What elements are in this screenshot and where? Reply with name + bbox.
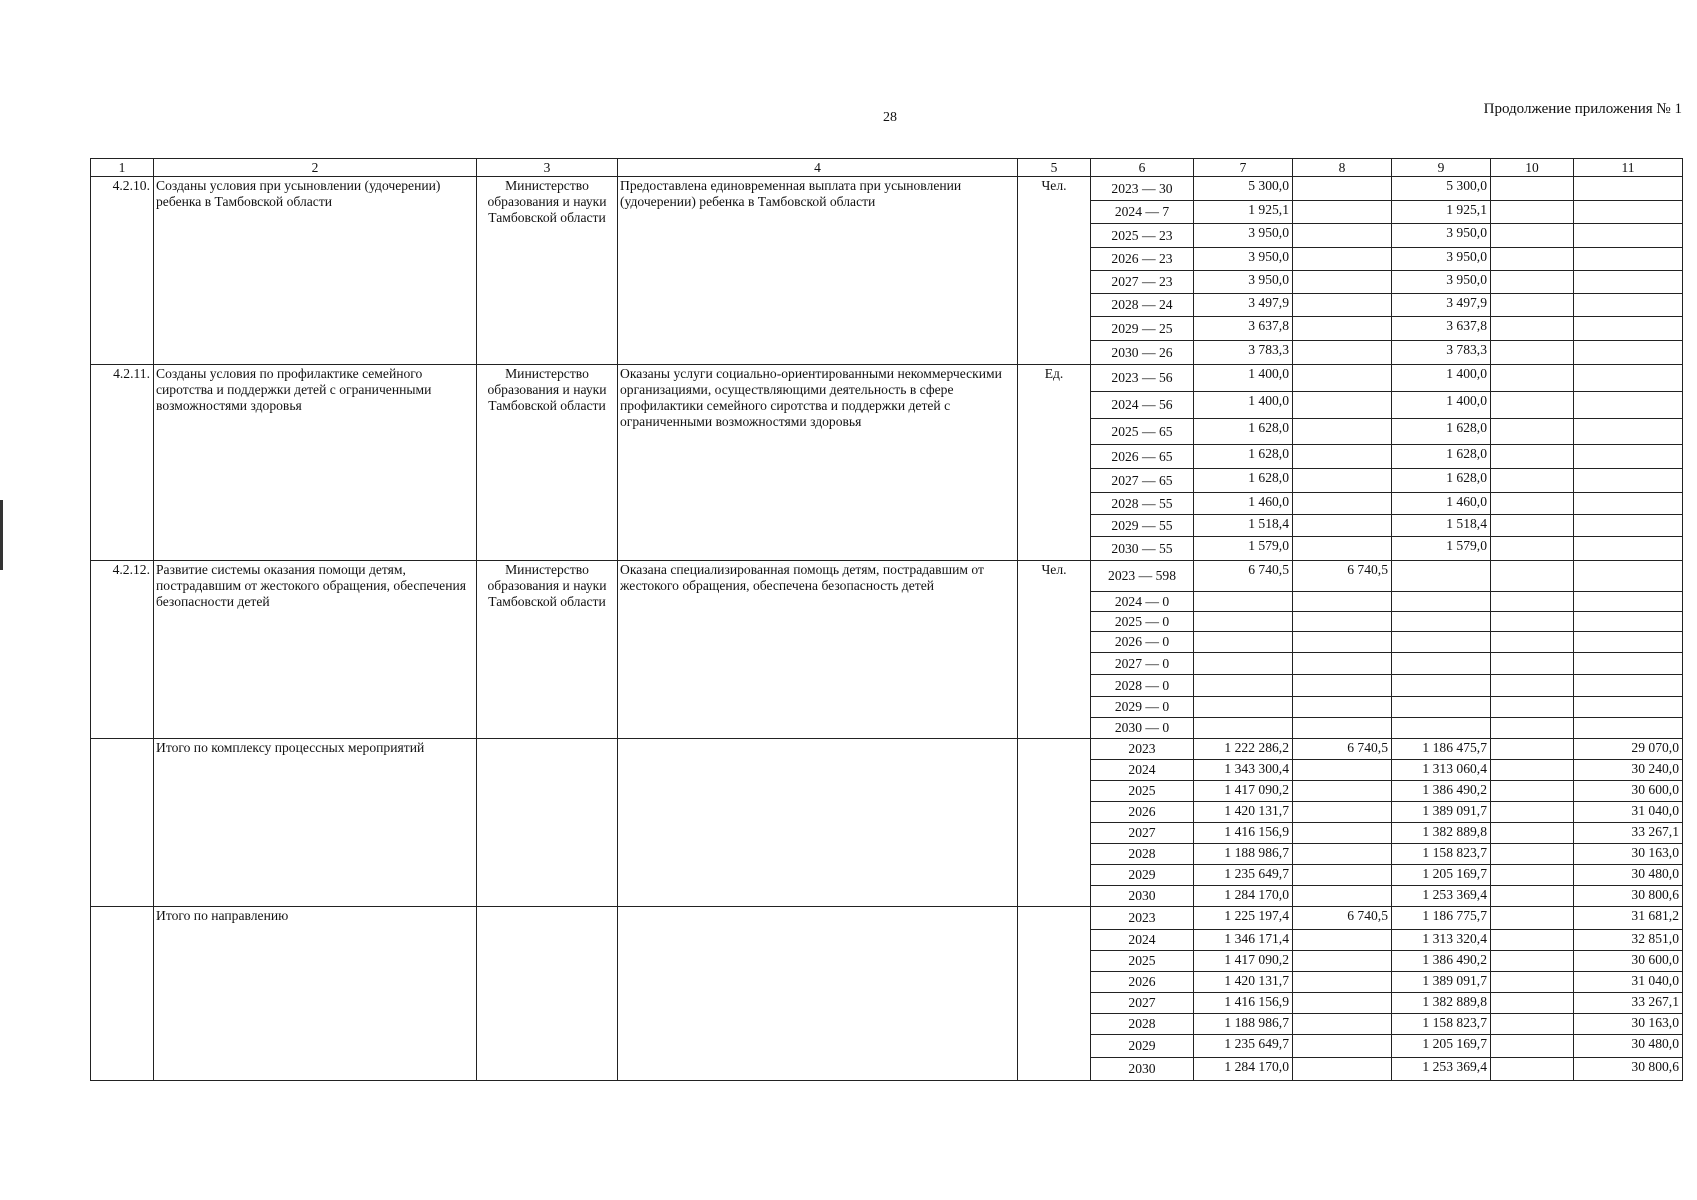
value-cell-c9: 1 389 091,7 (1392, 802, 1491, 823)
year-cell: 2025 (1091, 781, 1194, 802)
value-cell-c9 (1392, 561, 1491, 592)
value-cell-c8 (1293, 419, 1392, 445)
value-cell-c9: 3 950,0 (1392, 271, 1491, 294)
value-cell-c9 (1392, 697, 1491, 718)
value-cell-c11: 32 851,0 (1574, 930, 1683, 951)
value-cell-c10 (1491, 201, 1574, 224)
value-cell-c9: 1 628,0 (1392, 445, 1491, 469)
year-cell: 2023 — 30 (1091, 177, 1194, 201)
value-cell-c11: 33 267,1 (1574, 993, 1683, 1014)
year-cell: 2023 (1091, 907, 1194, 930)
value-cell-c8 (1293, 537, 1392, 561)
value-cell-c9: 3 950,0 (1392, 224, 1491, 248)
table-row (91, 561, 1683, 592)
value-cell-c7: 3 950,0 (1194, 248, 1293, 271)
value-cell-c7: 1 628,0 (1194, 445, 1293, 469)
value-cell-c7: 1 628,0 (1194, 469, 1293, 493)
value-cell-c7 (1194, 612, 1293, 632)
value-cell-c8 (1293, 177, 1392, 201)
column-header: 7 (1194, 159, 1293, 177)
year-cell: 2028 — 55 (1091, 493, 1194, 515)
column-header: 2 (154, 159, 477, 177)
value-cell-c8 (1293, 1035, 1392, 1058)
value-cell-c9: 1 386 490,2 (1392, 951, 1491, 972)
value-cell-c10 (1491, 177, 1574, 201)
value-cell-c9 (1392, 592, 1491, 612)
year-cell: 2025 — 65 (1091, 419, 1194, 445)
column-header: 11 (1574, 159, 1683, 177)
value-cell-c11 (1574, 271, 1683, 294)
year-cell: 2026 (1091, 972, 1194, 993)
value-cell-c8 (1293, 469, 1392, 493)
value-cell-c10 (1491, 739, 1574, 760)
value-cell-c9 (1392, 632, 1491, 653)
value-cell-c8 (1293, 271, 1392, 294)
value-cell-c11 (1574, 224, 1683, 248)
entry-executor: Министерство образования и науки Тамбовской области (477, 561, 618, 739)
column-header: 9 (1392, 159, 1491, 177)
value-cell-c11 (1574, 419, 1683, 445)
column-numbers-row (91, 159, 1683, 177)
value-cell-c7: 3 950,0 (1194, 224, 1293, 248)
value-cell-c10 (1491, 993, 1574, 1014)
value-cell-c8 (1293, 972, 1392, 993)
value-cell-c10 (1491, 886, 1574, 907)
entry-executor (477, 907, 618, 1081)
value-cell-c8 (1293, 201, 1392, 224)
value-cell-c9: 1 205 169,7 (1392, 865, 1491, 886)
value-cell-c8: 6 740,5 (1293, 907, 1392, 930)
value-cell-c10 (1491, 493, 1574, 515)
year-cell: 2026 (1091, 802, 1194, 823)
year-cell: 2024 — 0 (1091, 592, 1194, 612)
value-cell-c8 (1293, 802, 1392, 823)
value-cell-c10 (1491, 844, 1574, 865)
table-row (91, 739, 1683, 760)
year-cell: 2030 — 55 (1091, 537, 1194, 561)
value-cell-c8 (1293, 341, 1392, 365)
entry-code: 4.2.11. (91, 365, 154, 561)
value-cell-c11 (1574, 177, 1683, 201)
value-cell-c7: 1 579,0 (1194, 537, 1293, 561)
value-cell-c10 (1491, 1058, 1574, 1081)
year-cell: 2026 — 0 (1091, 632, 1194, 653)
value-cell-c10 (1491, 294, 1574, 317)
value-cell-c8 (1293, 224, 1392, 248)
value-cell-c7: 1 925,1 (1194, 201, 1293, 224)
value-cell-c7: 1 225 197,4 (1194, 907, 1293, 930)
year-cell: 2027 (1091, 993, 1194, 1014)
value-cell-c7 (1194, 653, 1293, 675)
year-cell: 2023 — 56 (1091, 365, 1194, 392)
value-cell-c9: 1 628,0 (1392, 469, 1491, 493)
value-cell-c7: 6 740,5 (1194, 561, 1293, 592)
value-cell-c10 (1491, 760, 1574, 781)
value-cell-c8 (1293, 515, 1392, 537)
value-cell-c7: 1 235 649,7 (1194, 865, 1293, 886)
year-cell: 2025 — 0 (1091, 612, 1194, 632)
value-cell-c7: 1 420 131,7 (1194, 972, 1293, 993)
value-cell-c7: 1 284 170,0 (1194, 1058, 1293, 1081)
value-cell-c11 (1574, 248, 1683, 271)
value-cell-c9: 5 300,0 (1392, 177, 1491, 201)
value-cell-c11: 30 163,0 (1574, 844, 1683, 865)
value-cell-c10 (1491, 675, 1574, 697)
entry-unit: Ед. (1018, 365, 1091, 561)
year-cell: 2028 (1091, 844, 1194, 865)
year-cell: 2024 — 7 (1091, 201, 1194, 224)
value-cell-c11 (1574, 592, 1683, 612)
value-cell-c9: 1 253 369,4 (1392, 1058, 1491, 1081)
value-cell-c10 (1491, 469, 1574, 493)
value-cell-c10 (1491, 537, 1574, 561)
value-cell-c11 (1574, 317, 1683, 341)
value-cell-c11: 30 600,0 (1574, 781, 1683, 802)
year-cell: 2028 (1091, 1014, 1194, 1035)
value-cell-c10 (1491, 930, 1574, 951)
entry-title: Развитие системы оказания помощи детям, пострадавшим от жестокого обращения, обеспечения безопасности детей (154, 561, 477, 739)
value-cell-c10 (1491, 515, 1574, 537)
value-cell-c7 (1194, 632, 1293, 653)
entry-result (618, 907, 1018, 1081)
year-cell: 2030 — 26 (1091, 341, 1194, 365)
value-cell-c10 (1491, 718, 1574, 739)
value-cell-c11: 31 040,0 (1574, 972, 1683, 993)
value-cell-c7: 1 518,4 (1194, 515, 1293, 537)
year-cell: 2023 (1091, 739, 1194, 760)
value-cell-c9: 1 628,0 (1392, 419, 1491, 445)
value-cell-c9: 1 158 823,7 (1392, 1014, 1491, 1035)
value-cell-c9: 1 186 775,7 (1392, 907, 1491, 930)
value-cell-c10 (1491, 612, 1574, 632)
value-cell-c7: 1 460,0 (1194, 493, 1293, 515)
value-cell-c9: 1 579,0 (1392, 537, 1491, 561)
value-cell-c10 (1491, 592, 1574, 612)
value-cell-c11 (1574, 201, 1683, 224)
table-row (91, 907, 1683, 930)
value-cell-c11: 31 681,2 (1574, 907, 1683, 930)
value-cell-c8 (1293, 993, 1392, 1014)
value-cell-c9: 1 253 369,4 (1392, 886, 1491, 907)
entry-unit: Чел. (1018, 177, 1091, 365)
value-cell-c8 (1293, 865, 1392, 886)
value-cell-c10 (1491, 317, 1574, 341)
value-cell-c11: 30 800,6 (1574, 886, 1683, 907)
value-cell-c9: 1 382 889,8 (1392, 823, 1491, 844)
value-cell-c7: 1 188 986,7 (1194, 1014, 1293, 1035)
value-cell-c8 (1293, 930, 1392, 951)
value-cell-c10 (1491, 1035, 1574, 1058)
year-cell: 2025 (1091, 951, 1194, 972)
entry-title: Созданы условия по профилактике семейного сиротства и поддержки детей с ограниченными возможностями здоровья (154, 365, 477, 561)
value-cell-c8 (1293, 317, 1392, 341)
value-cell-c7: 1 222 286,2 (1194, 739, 1293, 760)
entry-unit (1018, 907, 1091, 1081)
value-cell-c8 (1293, 697, 1392, 718)
entry-unit (1018, 739, 1091, 907)
column-header: 4 (618, 159, 1018, 177)
value-cell-c9 (1392, 675, 1491, 697)
value-cell-c7: 1 235 649,7 (1194, 1035, 1293, 1058)
value-cell-c10 (1491, 365, 1574, 392)
value-cell-c11: 30 240,0 (1574, 760, 1683, 781)
value-cell-c11 (1574, 515, 1683, 537)
year-cell: 2030 — 0 (1091, 718, 1194, 739)
value-cell-c10 (1491, 951, 1574, 972)
value-cell-c7: 1 416 156,9 (1194, 823, 1293, 844)
value-cell-c7: 1 400,0 (1194, 365, 1293, 392)
value-cell-c8 (1293, 445, 1392, 469)
table-row (91, 177, 1683, 201)
value-cell-c8 (1293, 675, 1392, 697)
year-cell: 2024 (1091, 930, 1194, 951)
value-cell-c10 (1491, 907, 1574, 930)
value-cell-c8 (1293, 781, 1392, 802)
value-cell-c11 (1574, 469, 1683, 493)
value-cell-c10 (1491, 445, 1574, 469)
value-cell-c9: 1 389 091,7 (1392, 972, 1491, 993)
value-cell-c10 (1491, 271, 1574, 294)
page-number: 28 (883, 110, 897, 125)
value-cell-c8 (1293, 886, 1392, 907)
value-cell-c11: 30 800,6 (1574, 1058, 1683, 1081)
year-cell: 2024 (1091, 760, 1194, 781)
value-cell-c9: 1 400,0 (1392, 365, 1491, 392)
value-cell-c10 (1491, 802, 1574, 823)
entry-title: Созданы условия при усыновлении (удочерении) ребенка в Тамбовской области (154, 177, 477, 365)
year-cell: 2024 — 56 (1091, 392, 1194, 419)
entry-title: Итого по направлению (154, 907, 477, 1081)
value-cell-c11 (1574, 632, 1683, 653)
value-cell-c10 (1491, 561, 1574, 592)
entry-code: 4.2.10. (91, 177, 154, 365)
year-cell: 2026 — 23 (1091, 248, 1194, 271)
value-cell-c7: 1 416 156,9 (1194, 993, 1293, 1014)
column-header: 3 (477, 159, 618, 177)
value-cell-c11 (1574, 718, 1683, 739)
value-cell-c10 (1491, 419, 1574, 445)
value-cell-c8 (1293, 493, 1392, 515)
value-cell-c8 (1293, 632, 1392, 653)
column-header: 6 (1091, 159, 1194, 177)
value-cell-c9: 1 313 320,4 (1392, 930, 1491, 951)
value-cell-c9 (1392, 653, 1491, 675)
year-cell: 2029 (1091, 1035, 1194, 1058)
entry-executor (477, 739, 618, 907)
value-cell-c11 (1574, 365, 1683, 392)
value-cell-c11 (1574, 675, 1683, 697)
value-cell-c11 (1574, 493, 1683, 515)
value-cell-c11 (1574, 341, 1683, 365)
scan-edge-mark (0, 500, 3, 570)
year-cell: 2030 (1091, 886, 1194, 907)
value-cell-c9: 1 158 823,7 (1392, 844, 1491, 865)
value-cell-c10 (1491, 341, 1574, 365)
value-cell-c11: 30 480,0 (1574, 865, 1683, 886)
value-cell-c9: 1 382 889,8 (1392, 993, 1491, 1014)
value-cell-c8 (1293, 653, 1392, 675)
value-cell-c9: 3 637,8 (1392, 317, 1491, 341)
value-cell-c10 (1491, 632, 1574, 653)
value-cell-c10 (1491, 865, 1574, 886)
value-cell-c8 (1293, 951, 1392, 972)
value-cell-c9: 1 386 490,2 (1392, 781, 1491, 802)
value-cell-c10 (1491, 248, 1574, 271)
entry-code (91, 907, 154, 1081)
value-cell-c9: 1 460,0 (1392, 493, 1491, 515)
value-cell-c8 (1293, 248, 1392, 271)
value-cell-c8 (1293, 612, 1392, 632)
value-cell-c9 (1392, 612, 1491, 632)
value-cell-c11 (1574, 653, 1683, 675)
value-cell-c8 (1293, 392, 1392, 419)
value-cell-c10 (1491, 781, 1574, 802)
entry-executor: Министерство образования и науки Тамбовской области (477, 365, 618, 561)
year-cell: 2026 — 65 (1091, 445, 1194, 469)
value-cell-c11: 29 070,0 (1574, 739, 1683, 760)
value-cell-c8: 6 740,5 (1293, 739, 1392, 760)
value-cell-c7: 3 637,8 (1194, 317, 1293, 341)
value-cell-c9: 1 518,4 (1392, 515, 1491, 537)
value-cell-c11 (1574, 697, 1683, 718)
value-cell-c9: 1 313 060,4 (1392, 760, 1491, 781)
value-cell-c11: 30 600,0 (1574, 951, 1683, 972)
entry-result: Оказаны услуги социально-ориентированными некоммерческими организациями, осуществляющими деятельность в сфере профилактики семейного сиротства и поддержки детей с ограниченными возможностями здоровья (618, 365, 1018, 561)
entry-title: Итого по комплексу процессных мероприятий (154, 739, 477, 907)
year-cell: 2029 — 0 (1091, 697, 1194, 718)
value-cell-c7 (1194, 718, 1293, 739)
value-cell-c8 (1293, 365, 1392, 392)
year-cell: 2027 (1091, 823, 1194, 844)
value-cell-c7: 1 420 131,7 (1194, 802, 1293, 823)
value-cell-c7 (1194, 697, 1293, 718)
value-cell-c11: 31 040,0 (1574, 802, 1683, 823)
value-cell-c11 (1574, 537, 1683, 561)
value-cell-c9: 1 400,0 (1392, 392, 1491, 419)
value-cell-c8 (1293, 294, 1392, 317)
value-cell-c10 (1491, 972, 1574, 993)
value-cell-c11: 30 163,0 (1574, 1014, 1683, 1035)
value-cell-c8 (1293, 760, 1392, 781)
value-cell-c7: 1 346 171,4 (1194, 930, 1293, 951)
value-cell-c11 (1574, 561, 1683, 592)
year-cell: 2028 — 0 (1091, 675, 1194, 697)
year-cell: 2029 (1091, 865, 1194, 886)
year-cell: 2023 — 598 (1091, 561, 1194, 592)
value-cell-c9: 1 205 169,7 (1392, 1035, 1491, 1058)
value-cell-c7: 3 950,0 (1194, 271, 1293, 294)
value-cell-c10 (1491, 392, 1574, 419)
value-cell-c7 (1194, 675, 1293, 697)
value-cell-c10 (1491, 823, 1574, 844)
year-cell: 2027 — 0 (1091, 653, 1194, 675)
year-cell: 2030 (1091, 1058, 1194, 1081)
year-cell: 2029 — 55 (1091, 515, 1194, 537)
value-cell-c11: 30 480,0 (1574, 1035, 1683, 1058)
value-cell-c9: 1 925,1 (1392, 201, 1491, 224)
year-cell: 2027 — 65 (1091, 469, 1194, 493)
value-cell-c11: 33 267,1 (1574, 823, 1683, 844)
value-cell-c8 (1293, 1058, 1392, 1081)
value-cell-c7: 1 628,0 (1194, 419, 1293, 445)
value-cell-c8 (1293, 823, 1392, 844)
value-cell-c9: 3 497,9 (1392, 294, 1491, 317)
value-cell-c10 (1491, 1014, 1574, 1035)
value-cell-c11 (1574, 445, 1683, 469)
value-cell-c7: 1 343 300,4 (1194, 760, 1293, 781)
value-cell-c7: 1 417 090,2 (1194, 781, 1293, 802)
column-header: 10 (1491, 159, 1574, 177)
value-cell-c7 (1194, 592, 1293, 612)
value-cell-c9 (1392, 718, 1491, 739)
value-cell-c7: 1 417 090,2 (1194, 951, 1293, 972)
value-cell-c11 (1574, 392, 1683, 419)
value-cell-c8 (1293, 592, 1392, 612)
value-cell-c11 (1574, 612, 1683, 632)
table-row (91, 365, 1683, 392)
value-cell-c7: 1 188 986,7 (1194, 844, 1293, 865)
column-header: 5 (1018, 159, 1091, 177)
entry-result: Предоставлена единовременная выплата при усыновлении (удочерении) ребенка в Тамбовской области (618, 177, 1018, 365)
value-cell-c11 (1574, 294, 1683, 317)
value-cell-c8 (1293, 718, 1392, 739)
value-cell-c7: 1 284 170,0 (1194, 886, 1293, 907)
year-cell: 2029 — 25 (1091, 317, 1194, 341)
entry-code: 4.2.12. (91, 561, 154, 739)
value-cell-c9: 3 950,0 (1392, 248, 1491, 271)
value-cell-c10 (1491, 697, 1574, 718)
value-cell-c9: 3 783,3 (1392, 341, 1491, 365)
entry-unit: Чел. (1018, 561, 1091, 739)
value-cell-c7: 3 783,3 (1194, 341, 1293, 365)
value-cell-c10 (1491, 224, 1574, 248)
entry-executor: Министерство образования и науки Тамбовской области (477, 177, 618, 365)
entry-code (91, 739, 154, 907)
continuation-note: Продолжение приложения № 1 (1483, 101, 1682, 117)
year-cell: 2028 — 24 (1091, 294, 1194, 317)
value-cell-c7: 5 300,0 (1194, 177, 1293, 201)
value-cell-c10 (1491, 653, 1574, 675)
value-cell-c7: 1 400,0 (1194, 392, 1293, 419)
value-cell-c8: 6 740,5 (1293, 561, 1392, 592)
entry-result: Оказана специализированная помощь детям, пострадавшим от жестокого обращения, обеспечена безопасность детей (618, 561, 1018, 739)
year-cell: 2025 — 23 (1091, 224, 1194, 248)
value-cell-c9: 1 186 475,7 (1392, 739, 1491, 760)
value-cell-c8 (1293, 844, 1392, 865)
value-cell-c7: 3 497,9 (1194, 294, 1293, 317)
program-table (90, 158, 1683, 1081)
column-header: 8 (1293, 159, 1392, 177)
column-header: 1 (91, 159, 154, 177)
year-cell: 2027 — 23 (1091, 271, 1194, 294)
entry-result (618, 739, 1018, 907)
value-cell-c8 (1293, 1014, 1392, 1035)
